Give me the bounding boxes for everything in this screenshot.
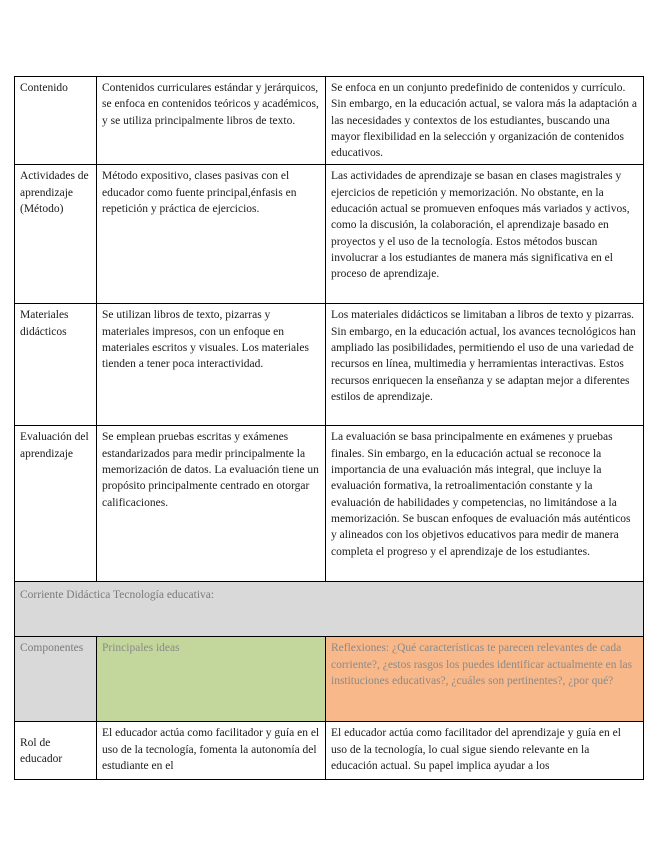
principal-idea-cell: Se utilizan libros de texto, pizarras y materiales impresos, con un enfoque en materiales escritos y visuales. Los materiales tienden a tener poca interactividad. (97, 304, 326, 426)
section-title-row (15, 582, 644, 637)
row-label: Contenido (15, 77, 97, 165)
reflection-cell: Las actividades de aprendizaje se basan en clases magistrales y ejercicios de repetición y memorización. No obstante, en la educación actual se promueven enfoques más variados y activos, como la discusión, la colaboración, el aprendizaje basado en proyectos y el uso de la tecnología. Estos métodos buscan involucrar a los estudiantes de manera más significativa en el proceso de aprendizaje. (326, 165, 644, 304)
reflection-cell: El educador actúa como facilitador del aprendizaje y guía en el uso de la tecnología, lo cual sigue siendo relevante en la educación actual. Su papel implica ayudar a los (326, 722, 644, 780)
row-label: Materiales didácticos (15, 304, 97, 426)
table-row (15, 722, 644, 780)
didactic-currents-table (14, 76, 644, 780)
row-label: Rol de educador (15, 722, 97, 780)
table-row (15, 77, 644, 165)
principal-idea-cell: El educador actúa como facilitador y guía en el uso de la tecnología, fomenta la autonomía del estudiante en el (97, 722, 326, 780)
principal-idea-cell: Método expositivo, clases pasivas con el educador como fuente principal,énfasis en repetición y práctica de ejercicios. (97, 165, 326, 304)
components-header: Componentes (15, 637, 97, 722)
row-label: Evaluación del aprendizaje (15, 426, 97, 582)
section-title: Corriente Didáctica Tecnología educativa: (15, 582, 644, 637)
principal-idea-cell: Contenidos curriculares estándar y jerárquicos, se enfoca en contenidos teóricos y académicos, y se utiliza principalmente libros de texto. (97, 77, 326, 165)
reflections-header: Reflexiones: ¿Qué características te parecen relevantes de cada corriente?, ¿estos rasgos los puedes identificar actualmente en las instituciones educativas?, ¿cuáles son pertinentes?, ¿por qué? (326, 637, 644, 722)
reflection-cell: La evaluación se basa principalmente en exámenes y pruebas finales. Sin embargo, en la educación actual se reconoce la importancia de una evaluación más integral, que incluye la evaluación formativa, la retroalimentación constante y la evaluación de habilidades y competencias, no limitándose a la memorización. Se buscan enfoques de evaluación más auténticos y alineados con los objetivos educativos para medir de manera completa el progreso y el aprendizaje de los estudiantes. (326, 426, 644, 582)
principal-idea-cell: Se emplean pruebas escritas y exámenes estandarizados para medir principalmente la memorización de datos. La evaluación tiene un propósito principalmente centrado en otorgar calificaciones. (97, 426, 326, 582)
table-row (15, 426, 644, 582)
table-row (15, 165, 644, 304)
header-row (15, 637, 644, 722)
principal-ideas-header: Principales ideas (97, 637, 326, 722)
reflection-cell: Se enfoca en un conjunto predefinido de contenidos y currículo. Sin embargo, en la educación actual, se valora más la adaptación a las necesidades y contextos de los estudiantes, buscando una mayor flexibilidad en la selección y organización de contenidos educativos. (326, 77, 644, 165)
reflection-cell: Los materiales didácticos se limitaban a libros de texto y pizarras. Sin embargo, en la educación actual, los avances tecnológicos han ampliado las posibilidades, permitiendo el uso de una variedad de recursos en línea, multimedia y herramientas interactivas. Estos recursos enriquecen la enseñanza y se adaptan mejor a diferentes estilos de aprendizaje. (326, 304, 644, 426)
table-row (15, 304, 644, 426)
row-label: Actividades de aprendizaje (Método) (15, 165, 97, 304)
